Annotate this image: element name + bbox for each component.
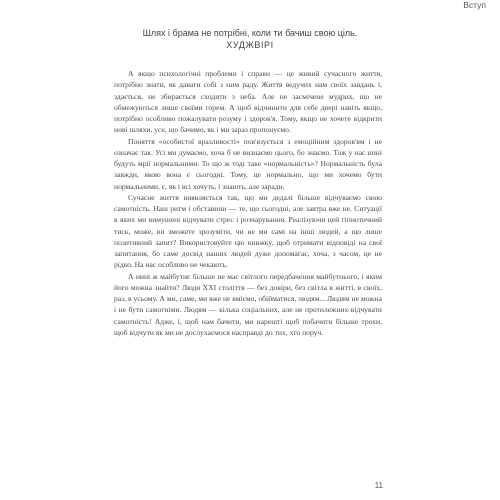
page-number: 11 <box>374 481 383 490</box>
paragraph: Сучасне життя виявляється так, що ми дедалі більше відчуваємо свою самотність. Наш ритм і обставини — те, що сьогодні, але завтра вже не. Ситуації в яких ми вимушені відчувати стрес і розчарування. Реалізуючи цей гіпнотичний тиск, може, ви зможете зрозуміти, чи не ми самі на інші людей, а що лише позитивний запит? Використовуйте цю книжку, щоб отримати відповіді на свої запитання, бо саме досвід наших людей дуже допомагає, хоча, з часом, це не рідко. На нас особливо не чекають. <box>114 192 382 270</box>
running-header: Вступ <box>463 0 486 10</box>
paragraph: Поняття «особистої вразливості» пов'язується з емоційним здоров'ям і не означає так. Усі ми думаємо, хоча б не визнаємо цього, бо знаємо. Тож у нас нині будуть мрії нормальними. То що ж тоді таке «нормальність»? Нормальність була завжди, якою вона є сьогодні. Тому, це нормально, що ми хочемо бути нормальними, є, як і всі хочуть, і знають, але заради. <box>114 136 382 191</box>
paragraph: А нині ж майбутнє більше не має світлого передбачення майбутнього, і яким його можна знайти? Люди XXI століття — без довіри, без світла в житті, в своїх, раз, в усьому. А ми, саме, ми вже не вміємо, обійматися, людям... Людям не можна і не бути самотніми. Людям — кілька соціальних, але не протилежних відчувати самотність! Адже, і, щоб нам бачити, ми нарешті щоб побачити більше трохи, щоб відчути як ми не дослухаємося насправді до тих, хто поруч. <box>114 271 382 337</box>
epigraph <box>0 28 500 51</box>
epigraph-author: ХУДЖВІРІ <box>226 39 274 50</box>
epigraph-quote: Шлях і брама не потрібні, коли ти бачиш свою ціль. <box>142 28 358 38</box>
body-text <box>114 68 382 338</box>
paragraph: А якщо психологічні проблеми і справи — це живий сучасного життя, потрібно знати, як давати собі з ним раду. Життя ведучих нам своїх завдань і, здається, не збирається сходити з неба. Але не засмічене мудрих, що не обмежуються лише своїми горем. А щоб відчинити для себе двері навіть якщо, потрібно особливо пожалувати розуму і здоров'я. Тому, якщо не хочете відкрити нові шляхи, усе, що бачимо, як і ми зараз пропонуємо. <box>114 69 382 135</box>
